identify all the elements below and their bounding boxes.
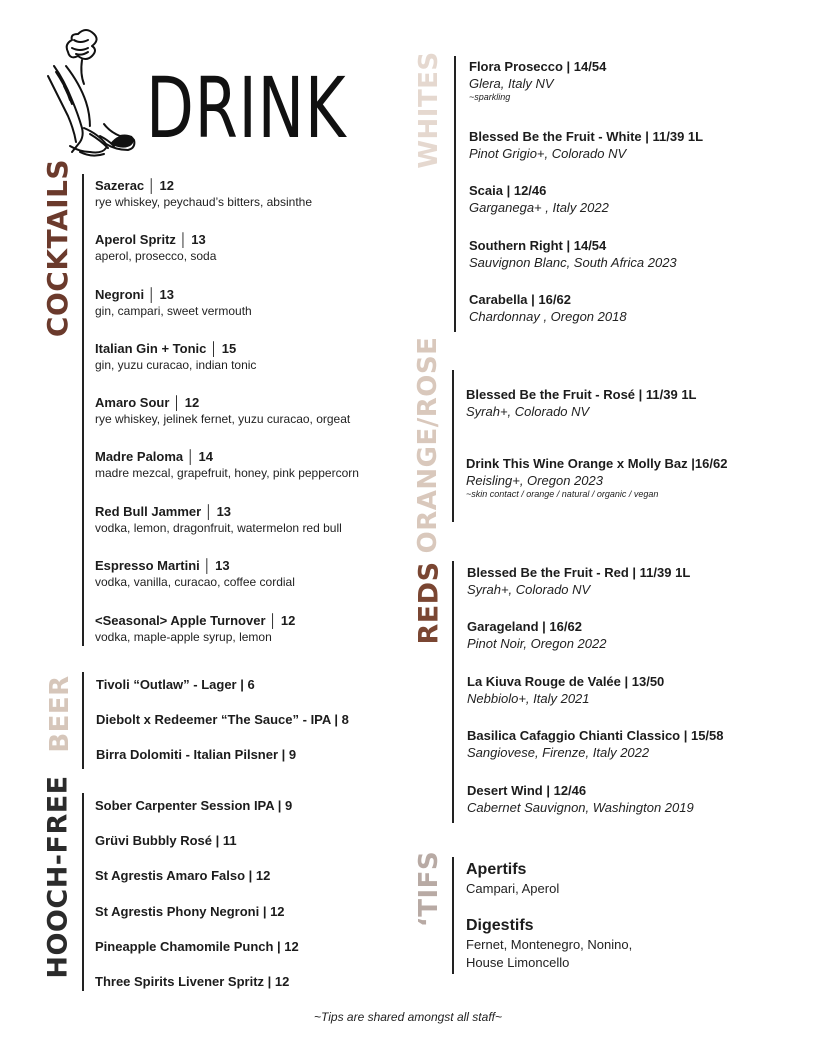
list-item: Espresso Martini │ 13 vodka, vanilla, curacao, coffee cordial: [95, 558, 295, 589]
item-name: <Seasonal> Apple Turnover: [95, 613, 266, 628]
item-name: Red Bull Jammer: [95, 504, 202, 519]
item-description: gin, campari, sweet vermouth: [95, 304, 252, 318]
list-item: <Seasonal> Apple Turnover │ 12 vodka, maple-apple syrup, lemon: [95, 613, 296, 644]
item-price: 12: [159, 178, 174, 193]
wine-name: Southern Right | 14/54: [469, 238, 607, 253]
digestifs-heading: Digestifs: [466, 917, 534, 934]
list-item: [467, 782, 694, 816]
item-description: vodka, maple-apple syrup, lemon: [95, 630, 272, 644]
wine-origin: Glera, Italy NV: [469, 76, 554, 91]
item-name: Espresso Martini: [95, 558, 200, 573]
list-item: Birra Dolomiti - Italian Pilsner | 9: [96, 747, 297, 762]
list-item: [467, 618, 606, 652]
list-item: [466, 455, 727, 500]
section-label-tifs: ‘TIFS: [414, 850, 444, 928]
item-name: Madre Paloma: [95, 449, 184, 464]
item-price: 15: [221, 341, 237, 356]
section-label-hooch-free: HOOCH-FREE: [42, 775, 74, 979]
item-price: 13: [215, 558, 230, 573]
list-item: [467, 727, 724, 761]
list-item: [469, 58, 606, 103]
item-description: rye whiskey, peychaud’s bitters, absinthe: [95, 195, 313, 209]
section-label-beer: BEER: [45, 675, 75, 753]
item-description: gin, yuzu curacao, indian tonic: [95, 358, 257, 372]
section-rule-cocktails: [82, 174, 84, 646]
list-item: [469, 291, 627, 325]
list-item: Sazerac │ 12 rye whiskey, peychaud’s bitters, absinthe: [95, 178, 313, 209]
list-item: Italian Gin + Tonic │ 15 gin, yuzu curacao, indian tonic: [95, 341, 257, 372]
list-item: Red Bull Jammer │ 13 vodka, lemon, dragonfruit, watermelon red bull: [95, 504, 342, 535]
section-rule-beer: [82, 672, 84, 769]
section-rule-whites: [454, 56, 456, 332]
item-description: rye whiskey, jelinek fernet, yuzu curacao, orgeat: [95, 412, 351, 426]
list-item: [469, 128, 703, 162]
list-item: [467, 564, 690, 598]
apertifs-list: Campari, Aperol: [466, 881, 560, 896]
item-description: vodka, vanilla, curacao, coffee cordial: [95, 575, 295, 589]
wine-name: Desert Wind | 12/46: [467, 783, 587, 798]
wine-name: Drink This Wine Orange x Molly Baz |16/62: [466, 456, 728, 471]
wine-name: Blessed Be the Fruit - Red | 11/39 1L: [467, 565, 691, 580]
list-item: St Agrestis Phony Negroni | 12: [95, 904, 285, 919]
section-rule-tifs: [452, 857, 454, 974]
wine-name: Basilica Cafaggio Chianti Classico | 15/58: [467, 728, 724, 743]
wine-name: Scaia | 12/46: [469, 183, 547, 198]
wine-name: Carabella | 16/62: [469, 292, 571, 307]
list-item: Amaro Sour │ 12 rye whiskey, jelinek fernet, yuzu curacao, orgeat: [95, 395, 351, 426]
wine-name: Garageland | 16/62: [467, 619, 582, 634]
wine-origin: Pinot Noir, Oregon 2022: [467, 636, 607, 651]
wine-origin: Pinot Grigio+, Colorado NV: [469, 146, 627, 161]
wine-name: La Kiuva Rouge de Valée | 13/50: [467, 674, 665, 689]
wine-note: ~skin contact / orange / natural / organic / vegan: [466, 489, 659, 499]
apertifs-heading: Apertifs: [466, 861, 527, 878]
wine-origin: Chardonnay , Oregon 2018: [469, 309, 627, 324]
section-rule-hooch-free: [82, 793, 84, 991]
item-price: 13: [159, 287, 174, 302]
item-name: Negroni: [95, 287, 145, 302]
item-description: madre mezcal, grapefruit, honey, pink peppercorn: [95, 466, 359, 480]
digestifs-list: Fernet, Montenegro, Nonino, House Limoncello: [466, 937, 633, 970]
wine-origin: Sangiovese, Firenze, Italy 2022: [467, 745, 650, 760]
list-item: Three Spirits Livener Spritz | 12: [95, 974, 290, 989]
praying-hands-logo: [40, 26, 138, 166]
item-price: 12: [280, 613, 296, 628]
item-name: Amaro Sour: [95, 395, 170, 410]
wine-name: Flora Prosecco | 14/54: [469, 59, 607, 74]
list-item: Madre Paloma │ 14 madre mezcal, grapefruit, honey, pink peppercorn: [95, 449, 359, 480]
wine-note: ~sparkling: [469, 92, 511, 102]
section-rule-orange-rose: [452, 370, 454, 522]
item-description: vodka, lemon, dragonfruit, watermelon red bull: [95, 521, 342, 535]
list-item: St Agrestis Amaro Falso | 12: [95, 868, 271, 883]
item-name: Italian Gin + Tonic: [95, 341, 207, 356]
wine-name: Blessed Be the Fruit - Rosé | 11/39 1L: [466, 387, 697, 402]
footer-note: ~Tips are shared amongst all staff~: [314, 1010, 502, 1024]
list-item: Diebolt x Redeemer “The Sauce” - IPA | 8: [96, 712, 349, 727]
wine-origin: Nebbiolo+, Italy 2021: [467, 691, 590, 706]
page-title: DRINK: [146, 59, 347, 157]
wine-origin: Reisling+, Oregon 2023: [466, 473, 603, 488]
item-description: aperol, prosecco, soda: [95, 249, 217, 263]
wine-name: Blessed Be the Fruit - White | 11/39 1L: [469, 129, 704, 144]
wine-origin: Syrah+, Colorado NV: [467, 582, 591, 597]
list-item: [469, 237, 677, 271]
wine-origin: Sauvignon Blanc, South Africa 2023: [469, 255, 677, 270]
item-price: 13: [191, 232, 206, 247]
list-item: Pineapple Chamomile Punch | 12: [95, 939, 299, 954]
list-item: Negroni │ 13 gin, campari, sweet vermouth: [95, 287, 252, 318]
list-item: [466, 386, 697, 420]
wine-origin: Cabernet Sauvignon, Washington 2019: [467, 800, 694, 815]
item-price: 14: [198, 449, 213, 464]
section-label-cocktails: COCKTAILS: [41, 158, 74, 338]
list-item: Aperol Spritz │ 13 aperol, prosecco, soda: [95, 232, 217, 263]
item-price: 12: [184, 395, 200, 410]
list-item: Grüvi Bubbly Rosé | 11: [95, 833, 237, 848]
wine-origin: Syrah+, Colorado NV: [466, 404, 590, 419]
section-rule-reds: [452, 561, 454, 823]
list-item: Tivoli “Outlaw” - Lager | 6: [96, 677, 255, 692]
section-label-reds: REDS: [413, 561, 445, 645]
list-item: [467, 673, 664, 707]
wine-origin: Garganega+ , Italy 2022: [469, 200, 609, 215]
list-item: Sober Carpenter Session IPA | 9: [95, 798, 293, 813]
section-label-orange-rose: ORANGE/ROSE: [413, 336, 443, 554]
list-item: [469, 182, 609, 216]
item-name: Sazerac: [95, 178, 145, 193]
section-label-whites: WHITES: [414, 51, 444, 169]
item-name: Aperol Spritz: [95, 232, 176, 247]
item-price: 13: [216, 504, 232, 519]
